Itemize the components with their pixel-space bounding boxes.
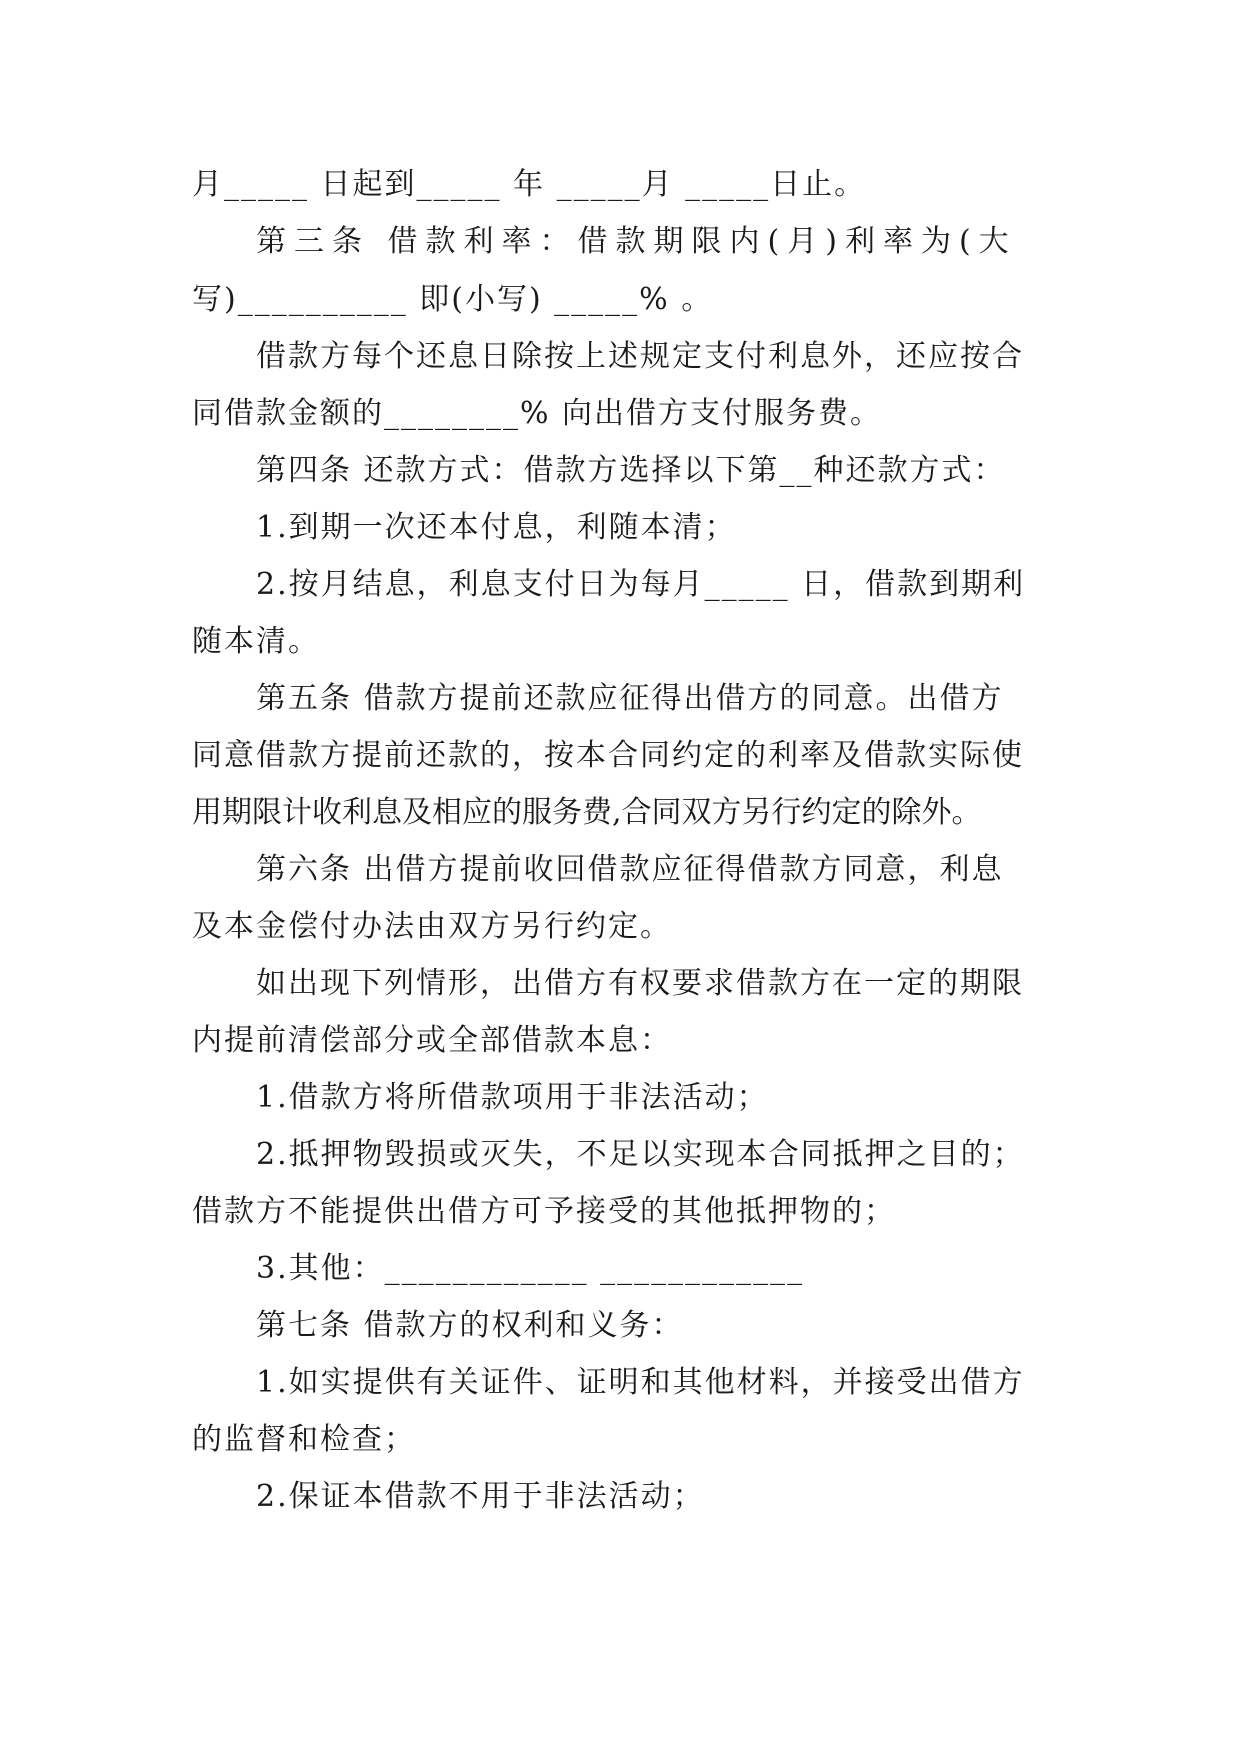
text-line-4: 借款方每个还息日除按上述规定支付利息外，还应按合	[256, 339, 1024, 374]
text-line-1: 月_____ 日起到_____ 年 _____月 _____日止。	[192, 167, 867, 202]
text-line-3: 写)__________ 即(小写) _____% 。	[192, 282, 714, 317]
text-line-22: 1.如实提供有关证件、证明和其他材料，并接受出借方	[256, 1365, 1025, 1400]
text-line-8: 2.按月结息，利息支付日为每月_____ 日，借款到期利	[256, 567, 1026, 602]
text-line-2: 第三条 借款利率：借款期限内(月)利率为(大	[256, 224, 1017, 259]
text-line-14: 及本金偿付办法由双方另行约定。	[192, 909, 672, 944]
text-line-24: 2.保证本借款不用于非法活动；	[256, 1479, 705, 1514]
text-line-12: 用期限计收利息及相应的服务费,合同双方另行约定的除外。	[192, 795, 982, 830]
text-line-17: 1.借款方将所借款项用于非法活动；	[256, 1080, 769, 1115]
text-line-6: 第四条 还款方式：借款方选择以下第__种还款方式：	[256, 453, 1006, 488]
text-line-23: 的监督和检查；	[192, 1422, 416, 1457]
text-line-19: 借款方不能提供出借方可予接受的其他抵押物的；	[192, 1194, 896, 1229]
text-line-15: 如出现下列情形，出借方有权要求借款方在一定的期限	[256, 966, 1024, 1001]
text-line-21: 第七条 借款方的权利和义务：	[256, 1308, 684, 1343]
text-line-10: 第五条 借款方提前还款应征得出借方的同意。出借方	[256, 681, 1004, 716]
text-line-20: 3.其他：____________ ____________	[256, 1251, 805, 1286]
text-line-5: 同借款金额的________% 向出借方支付服务费。	[192, 396, 883, 431]
text-line-7: 1.到期一次还本付息，利随本清；	[256, 510, 737, 545]
text-line-16: 内提前清偿部分或全部借款本息：	[192, 1023, 672, 1058]
text-line-9: 随本清。	[192, 624, 320, 659]
text-line-18: 2.抵押物毁损或灭失，不足以实现本合同抵押之目的；	[256, 1137, 1025, 1172]
text-line-11: 同意借款方提前还款的，按本合同约定的利率及借款实际使	[192, 738, 1024, 773]
text-line-13: 第六条 出借方提前收回借款应征得借款方同意，利息	[256, 852, 1004, 887]
